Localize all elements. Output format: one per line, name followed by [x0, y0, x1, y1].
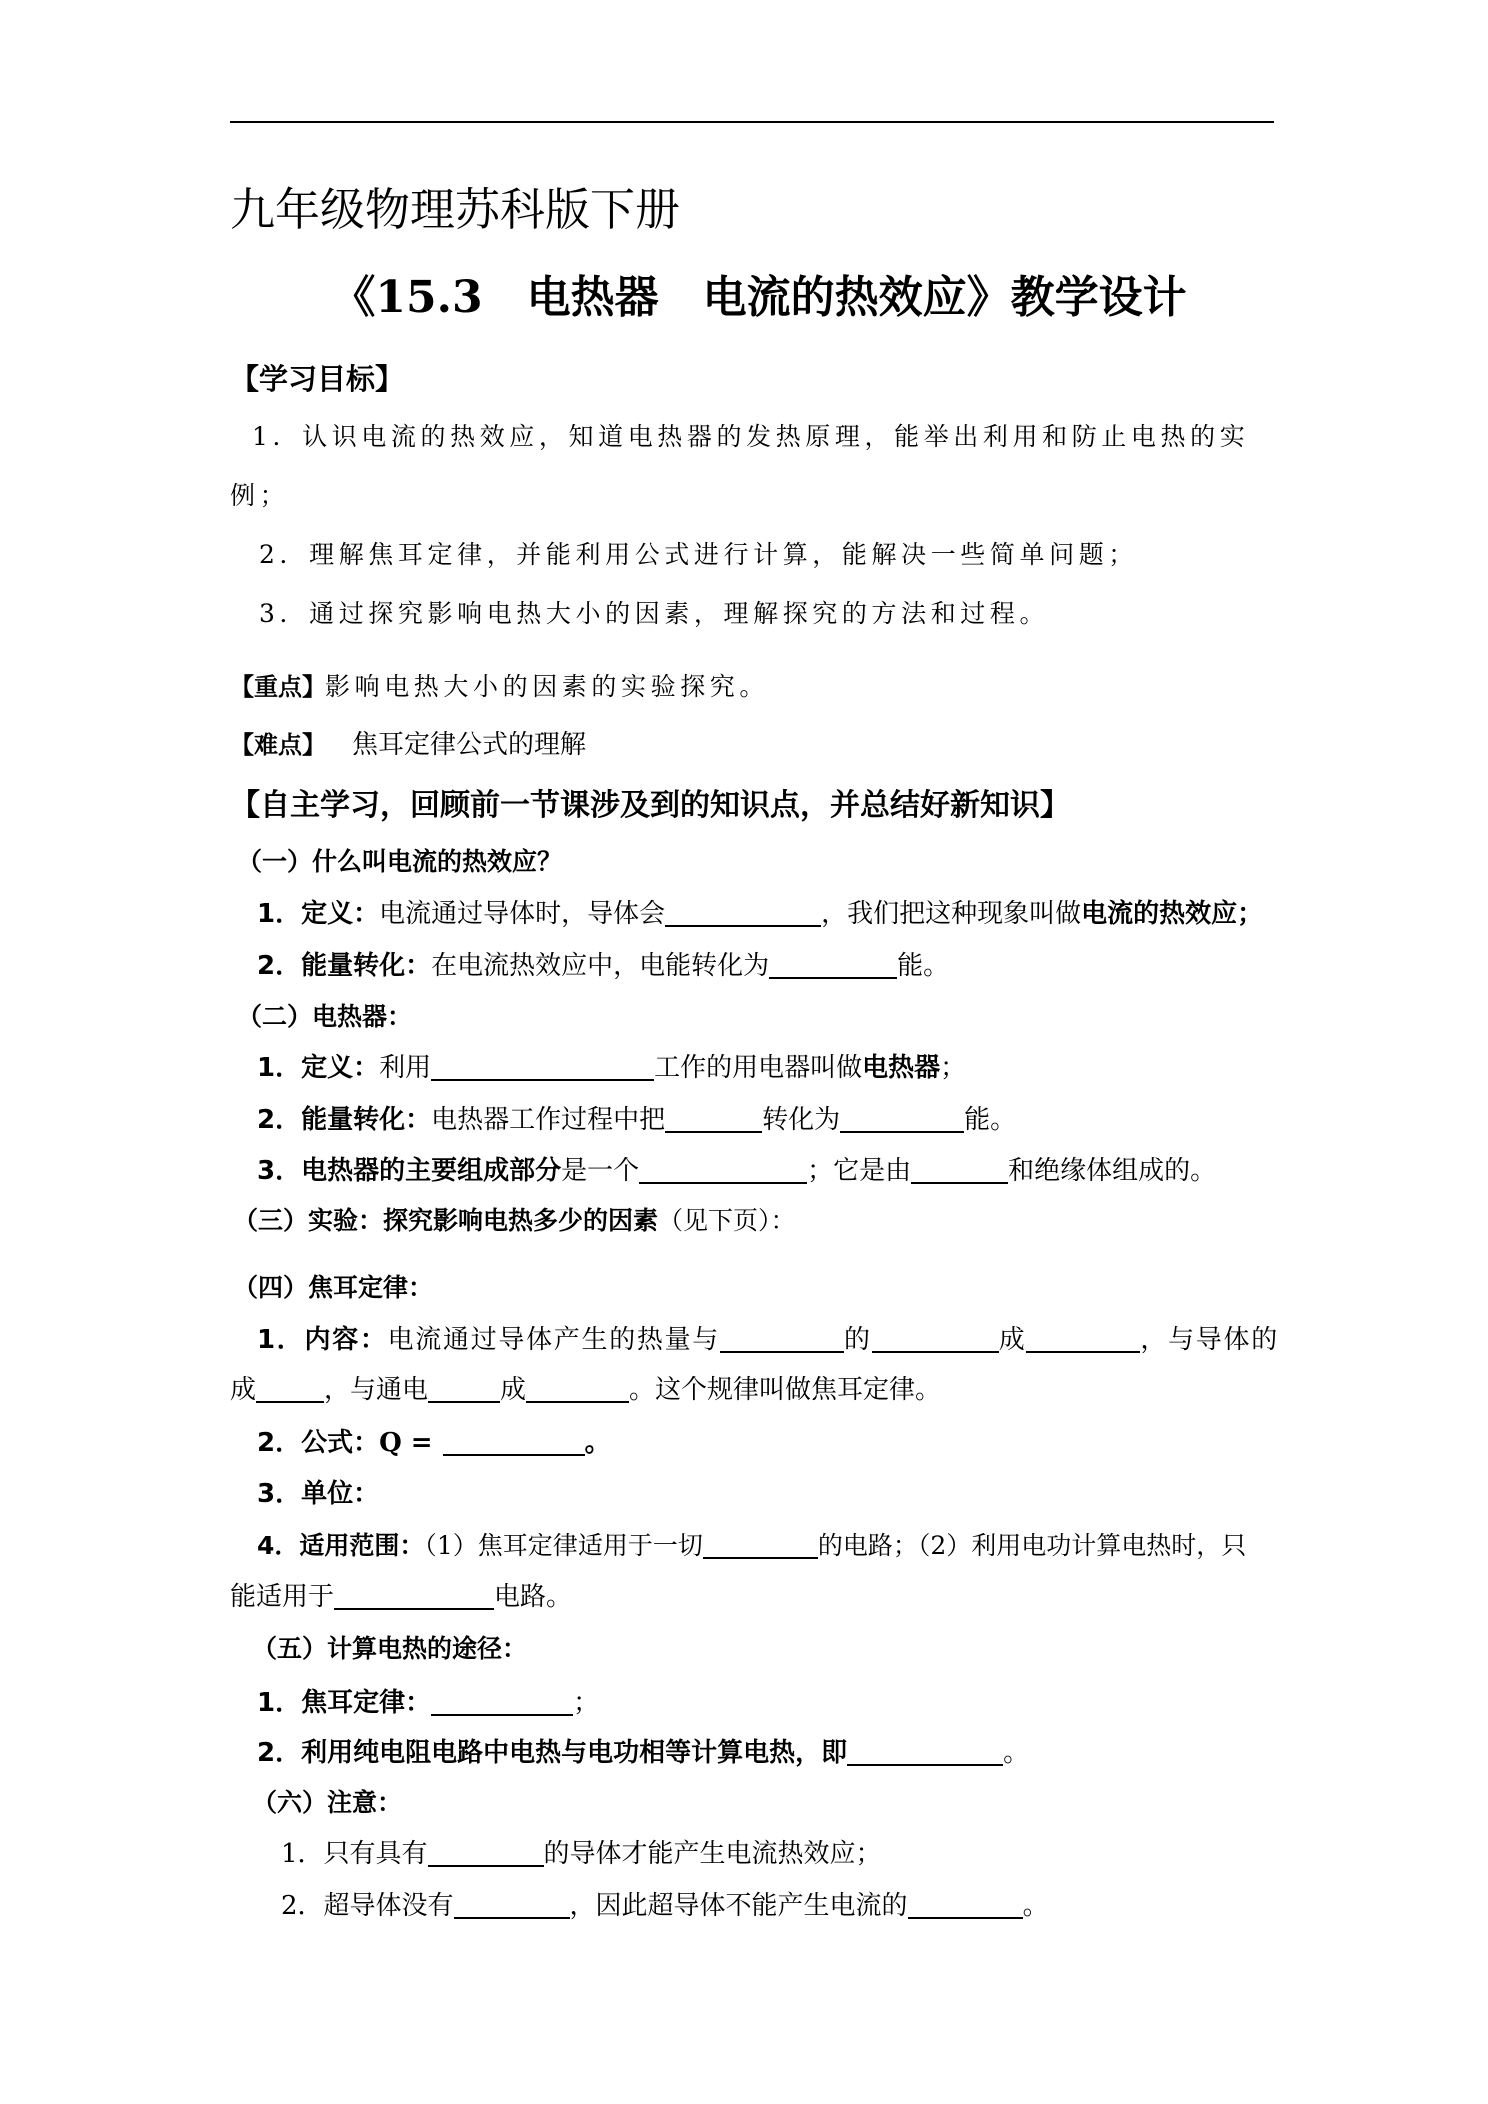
item-label: 4．适用范围： — [257, 1531, 425, 1560]
section-4-item-3: 3．单位： — [257, 1479, 380, 1509]
answer-blank — [1026, 1331, 1140, 1353]
item-label: 1．内容： — [257, 1325, 388, 1355]
key-term: 电热器 — [862, 1053, 941, 1083]
item-text: ，与通电 — [324, 1375, 429, 1405]
objective-2: 2．理解焦耳定律，并能利用公式进行计算，能解决一些简单问题； — [259, 540, 1138, 569]
document-title: 《15.3 电热器 电流的热效应》教学设计 — [331, 272, 1187, 323]
item-text: 成 — [230, 1375, 257, 1405]
item-text: 2．超导体没有 — [281, 1891, 454, 1921]
item-text: ，我们把这种现象叫做 — [821, 899, 1082, 929]
section-1-heading: （一）什么叫电流的热效应？ — [237, 847, 563, 876]
section-2-item-1 — [257, 1051, 966, 1085]
item-text: 。 — [1003, 1738, 1030, 1768]
answer-blank — [703, 1537, 818, 1559]
item-text: 的 — [844, 1325, 872, 1355]
item-text: 电路。 — [494, 1582, 573, 1612]
section-4-item-4-line-2 — [230, 1580, 572, 1614]
item-text: 能。 — [897, 951, 950, 981]
subject-heading: 九年级物理苏科版下册 — [230, 183, 681, 236]
answer-blank — [720, 1331, 844, 1353]
answer-blank — [428, 1845, 544, 1867]
answer-blank — [872, 1331, 999, 1353]
answer-blank — [769, 957, 897, 979]
section-5-item-2 — [257, 1736, 1029, 1770]
answer-blank — [840, 1111, 964, 1133]
self-study-heading: 【自主学习，回顾前一节课涉及到的知识点，并总结好新知识】 — [230, 788, 1070, 823]
item-text: 的导体才能产生电流热效应； — [543, 1839, 882, 1869]
section-5-heading: （五）计算电热的途径： — [252, 1634, 528, 1663]
section-2-heading: （二）电热器： — [237, 1002, 413, 1031]
item-text: 是一个 — [561, 1156, 640, 1186]
item-label: 2．能量转化： — [257, 951, 432, 981]
key-term: 电流的热效应； — [1081, 899, 1264, 929]
answer-blank — [665, 1111, 762, 1133]
objective-1-line-1: 1．认识电流的热效应，知道电热器的发热原理，能举出利用和防止电热的实 — [252, 422, 1250, 451]
answer-blank — [847, 1744, 1003, 1766]
difficulty-label: 【难点】 — [230, 731, 326, 759]
section-2-item-2 — [257, 1103, 1016, 1137]
item-label: 2．公式： — [257, 1428, 380, 1458]
item-text: 。 — [584, 1428, 611, 1458]
header-rule — [230, 121, 1274, 123]
item-text: （1）焦耳定律适用于一切 — [424, 1531, 703, 1560]
answer-blank — [431, 1059, 654, 1081]
section-3-note: （见下页）： — [658, 1206, 796, 1235]
section-6-heading: （六）注意： — [252, 1788, 403, 1817]
item-text: ；它是由 — [807, 1156, 912, 1186]
answer-blank — [911, 1162, 1008, 1184]
item-label: 1．焦耳定律： — [257, 1688, 432, 1718]
item-text: 。这个规律叫做焦耳定律。 — [629, 1375, 942, 1405]
item-text: 的电路；（2）利用电功计算电热时，只 — [817, 1531, 1247, 1560]
section-4-item-4-line-1 — [257, 1529, 1246, 1563]
item-text: 电热器工作过程中把 — [431, 1105, 666, 1135]
item-label: 3．电热器的主要组成部分 — [257, 1156, 562, 1186]
objectives-heading: 【学习目标】 — [230, 362, 405, 396]
answer-blank — [526, 1381, 629, 1403]
item-text: ； — [573, 1688, 600, 1718]
section-5-item-1 — [257, 1686, 599, 1720]
section-4-heading: （四）焦耳定律： — [233, 1273, 434, 1302]
formula-text: Q = — [379, 1428, 433, 1458]
item-text: 成 — [500, 1375, 527, 1405]
item-text: 成 — [998, 1325, 1027, 1355]
section-6-item-1 — [281, 1837, 882, 1871]
key-point-label: 【重点】 — [230, 673, 326, 701]
answer-blank — [639, 1162, 807, 1184]
answer-blank — [334, 1588, 494, 1610]
item-text: 1．只有具有 — [281, 1839, 428, 1869]
item-text: 和绝缘体组成的。 — [1008, 1156, 1217, 1186]
item-label: 1．定义： — [257, 1053, 380, 1083]
item-text: ，因此超导体不能产生电流的 — [569, 1891, 908, 1921]
item-text: 电流通过导体时，导体会 — [379, 899, 666, 929]
item-text: ； — [940, 1053, 967, 1083]
answer-blank — [665, 905, 821, 927]
section-6-item-2 — [281, 1889, 1049, 1923]
item-text: 转化为 — [762, 1105, 841, 1135]
item-text: 能适用于 — [230, 1582, 335, 1612]
objective-1-line-2: 例； — [230, 481, 290, 510]
answer-blank — [443, 1434, 585, 1456]
section-4-item-1-line-2 — [230, 1373, 941, 1407]
difficulty-text: 焦耳定律公式的理解 — [352, 730, 587, 760]
key-point-text: 影响电热大小的因素的实验探究。 — [325, 672, 770, 701]
section-3-heading: （三）实验：探究影响电热多少的因素 — [233, 1206, 659, 1235]
item-text: 。 — [1022, 1891, 1049, 1921]
section-3-heading-line — [233, 1204, 796, 1238]
section-4-item-2 — [257, 1426, 611, 1460]
item-text: 电流通过导体产生的热量与 — [387, 1325, 720, 1355]
section-4-item-1-line-1 — [257, 1323, 1279, 1357]
item-text: 能。 — [964, 1105, 1017, 1135]
answer-blank — [908, 1897, 1023, 1919]
item-label: 1．定义： — [257, 899, 380, 929]
item-label: 2．能量转化： — [257, 1105, 432, 1135]
item-text: 工作的用电器叫做 — [654, 1053, 863, 1083]
answer-blank — [454, 1897, 570, 1919]
item-text: 在电流热效应中，电能转化为 — [431, 951, 770, 981]
objective-3: 3．通过探究影响电热大小的因素，理解探究的方法和过程。 — [259, 599, 1050, 628]
section-1-item-2 — [257, 949, 949, 983]
answer-blank — [256, 1381, 324, 1403]
item-text: ，与导体的 — [1140, 1325, 1279, 1355]
section-1-item-1 — [257, 897, 1263, 931]
answer-blank — [428, 1381, 500, 1403]
section-2-item-3 — [257, 1154, 1216, 1188]
item-text: 利用 — [379, 1053, 432, 1083]
answer-blank — [431, 1694, 573, 1716]
item-label: 2．利用纯电阻电路中电热与电功相等计算电热，即 — [257, 1738, 848, 1768]
